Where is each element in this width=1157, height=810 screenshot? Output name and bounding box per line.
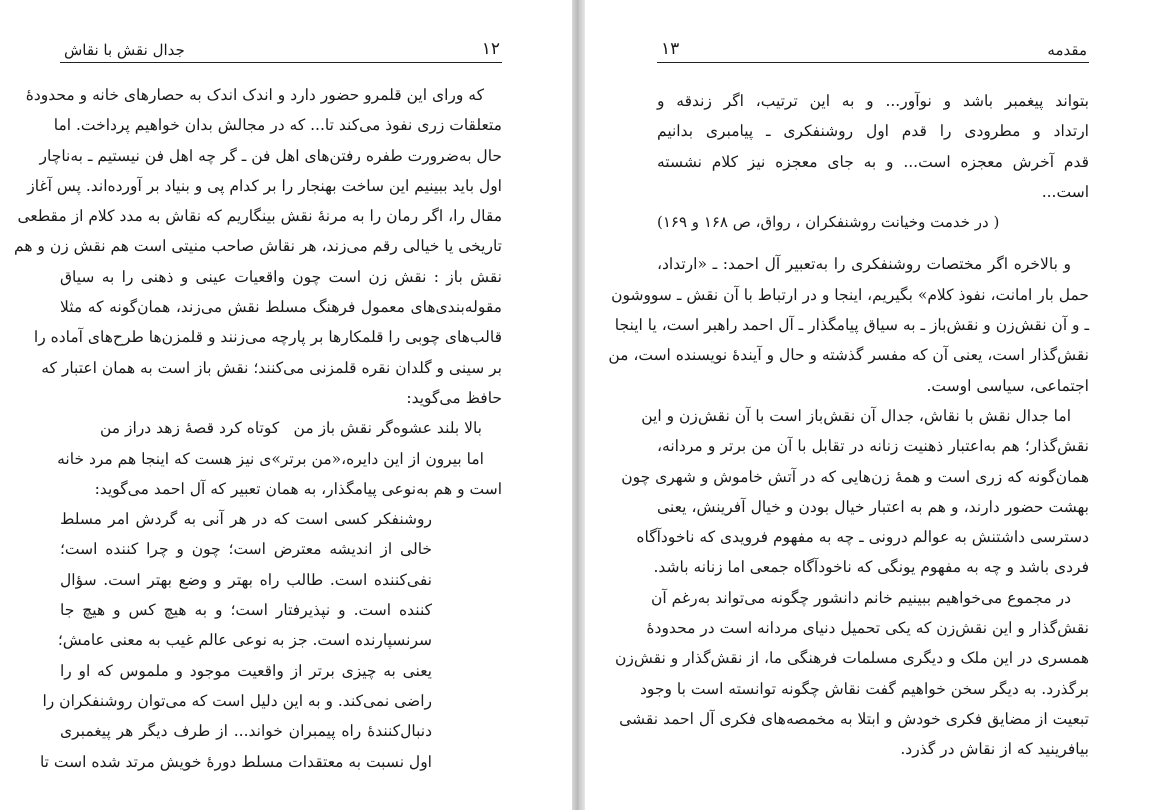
quote-line: خالی از اندیشه معترض است؛ چون و چرا کننده است؛ <box>60 540 432 559</box>
block-quote <box>39 504 502 777</box>
quote-line: ارتداد و مطرودی را قدم اول روشنفکری ـ پیامبری بدانیم <box>657 122 1089 141</box>
text-line: نقش‌گذار و این نقش‌زن که یکی تحمیل دنیای مردانه است در محدودهٔ <box>646 619 1089 638</box>
text-line: فردی باشد و چه به مفهوم یونگی که ناخودآگاه جمعی اما زنانه باشد. <box>653 558 1089 577</box>
text-line: نقش‌گذار؛ هم به‌اعتبار ذهنیت زنانه در تقابل با آن من برتر و مردانه، <box>657 437 1089 456</box>
text-line: نقش باز : نقش زن است چون واقعیات عینی و ذهنی را به سیاق <box>60 267 502 286</box>
paragraph <box>621 401 1089 583</box>
text-line: دسترسی داشتنش به عوالم درونی ـ چه به مفهوم فرویدی که ناخودآگاه <box>636 528 1089 547</box>
text-line: بهشت حضور دارند، و هم به اعتبار خیال بودن و خیال آفرینش، یعنی <box>657 497 1089 516</box>
quote-line: یعنی به چیزی برتر از واقعیت موجود و ملموس که او را <box>60 661 432 680</box>
quote-line: روشنفکر کسی است که در هر آنی به گردش امر مسلط <box>60 510 432 529</box>
text-line: قالب‌های چوبی را قلمکارها بر پارچه می‌زنند و قلمزن‌ها طرح‌های آماده را <box>33 328 502 347</box>
text-line: نقش‌گذار است، یعنی آن که مفسر گذشته و حال و آیندهٔ نویسنده است، من <box>608 346 1089 365</box>
text-line: همسری در این ملک و دیگری مسلمات فرهنگی ما، از نقش‌گذار و نقش‌زن <box>615 649 1089 668</box>
text-line: متعلقات زری نفوذ می‌کند تا... که در مجالش بدان خواهیم پرداخت. اما <box>53 116 502 135</box>
text-line: تبعیت از مضایق فکری خودش و ابتلا به مخمصه‌های فکری آل احمد نقشی <box>619 709 1089 728</box>
text-line: تاریخی یا خیالی رقم می‌زند، هر نقاش صاحب منیتی است هم نقش زن و هم <box>14 237 502 256</box>
right-page-body <box>608 86 1089 765</box>
left-page <box>0 0 572 810</box>
text-line: که ورای این قلمرو حضور دارد و اندک اندک به حصارهای خانه و محدودهٔ <box>25 86 484 104</box>
quote-line: بتواند پیغمبر باشد و نوآور... و به این ترتیب، اگر زندقه و <box>657 92 1089 110</box>
text-line: حافظ می‌گوید: <box>406 388 502 407</box>
quote-line: دنبال‌کنندهٔ راه پیمبران خواند... از طرف دیگر هر پیغمبری <box>60 722 432 741</box>
poem-verse <box>60 413 502 443</box>
quote-line: اول نسبت به معتقدات مسلط دورهٔ خویش مرتد شده است تا <box>39 752 432 771</box>
left-page-body <box>14 80 502 777</box>
running-title: جدال نقش با نقاش <box>64 41 185 59</box>
right-page-header <box>657 38 1089 63</box>
text-line: حال به‌ضرورت طفره رفتن‌های اهل فن ـ گر چه اهل فن نیستیم ـ به‌ناچار <box>39 146 502 165</box>
text-line: برگذرد. به دیگر سخن خواهیم گفت نقاش چگونه توانسته است با وجود <box>640 679 1089 698</box>
poem-hemistich: بالا بلند عشوه‌گر نقش باز من <box>293 419 482 438</box>
citation: ( در خدمت وخیانت روشنفکران ، رواق، ص ۱۶۸ و ۱۶۹) <box>657 213 1000 232</box>
running-title: مقدمه <box>1047 41 1087 59</box>
text-line: همان‌گونه که زری است و همهٔ زن‌هایی که در آتش خاموش و شهری چون <box>621 467 1089 486</box>
book-gutter <box>572 0 585 810</box>
text-line: ـ و آن نقش‌زن و نقش‌باز ـ به سیاق پیامگذار ـ آل احمد راهبر است، یا اینجا <box>614 316 1089 335</box>
text-line: اول باید ببینیم این ساخت بهنجار را بر کدام پی و بنیاد بر آورده‌اند. پس آغاز <box>27 176 502 195</box>
page-number: ۱۳ <box>661 39 680 59</box>
quote-line: قدم آخرش معجزه است... و به جای معجزه نیز کلام نشسته <box>657 152 1089 171</box>
paragraph <box>608 249 1089 400</box>
quote-line: است... <box>1041 182 1089 201</box>
text-line: بر سینی و گلدان نقره قلمزنی می‌کنند؛ نقش باز است به همان اعتبار که <box>41 358 502 377</box>
text-line: مقوله‌بندی‌های معمول فرهنگ مسلط نقش می‌زند، همان‌گونه که مثلا <box>60 298 502 317</box>
right-page <box>585 0 1157 810</box>
block-quote <box>657 86 1089 207</box>
text-line: اما بیرون از این دایره،«من برتر»ی نیز هست که اینجا هم مرد خانه <box>57 449 484 468</box>
text-line: اجتماعی، سیاسی اوست. <box>926 376 1089 395</box>
text-line: است و هم به‌نوعی پیامگذار، به همان تعبیر که آل احمد می‌گوید: <box>94 479 502 498</box>
quote-line: نفی‌کننده است. طالب راه بهتر و وضع بهتر است. سؤال <box>60 570 432 589</box>
left-page-header <box>60 38 502 63</box>
text-line: و بالاخره اگر مختصات روشنفکری را به‌تعبیر آل احمد: ـ «ارتداد، <box>657 255 1071 274</box>
text-line: بیافرینید که از نقاش در گذرد. <box>900 740 1089 759</box>
poem-hemistich: کوتاه کرد قصهٔ زهد دراز من <box>100 419 280 438</box>
text-line: مقال را، اگر رمان را به مرنهٔ نقش بینگاریم که نقاش به مدد کلام از مقطعی <box>17 207 502 226</box>
text-line: اما جدال نقش با نقاش، جدال آن نقش‌باز است با آن نقش‌زن و این <box>641 406 1071 425</box>
quote-line: راضی نمی‌کند. و به این دلیل است که می‌توان روشنفکران را <box>42 691 432 710</box>
text-line: در مجموع می‌خواهیم ببینیم خانم دانشور چگونه می‌تواند به‌رغم آن <box>651 588 1071 607</box>
quote-line: سرنسپارنده است. جز به نوعی عالم غیب به معنی عامش؛ <box>57 631 432 650</box>
quote-line: کننده است. و نپذیرفتار است؛ و به هیچ کس و هیچ جا <box>60 601 432 620</box>
paragraph <box>615 583 1089 765</box>
page-number: ۱۲ <box>481 39 500 59</box>
text-line: حمل بار امانت، نفوذ کلام» بگیریم، اینجا و در ارتباط با آن نقش ـ سووشون <box>611 285 1089 304</box>
